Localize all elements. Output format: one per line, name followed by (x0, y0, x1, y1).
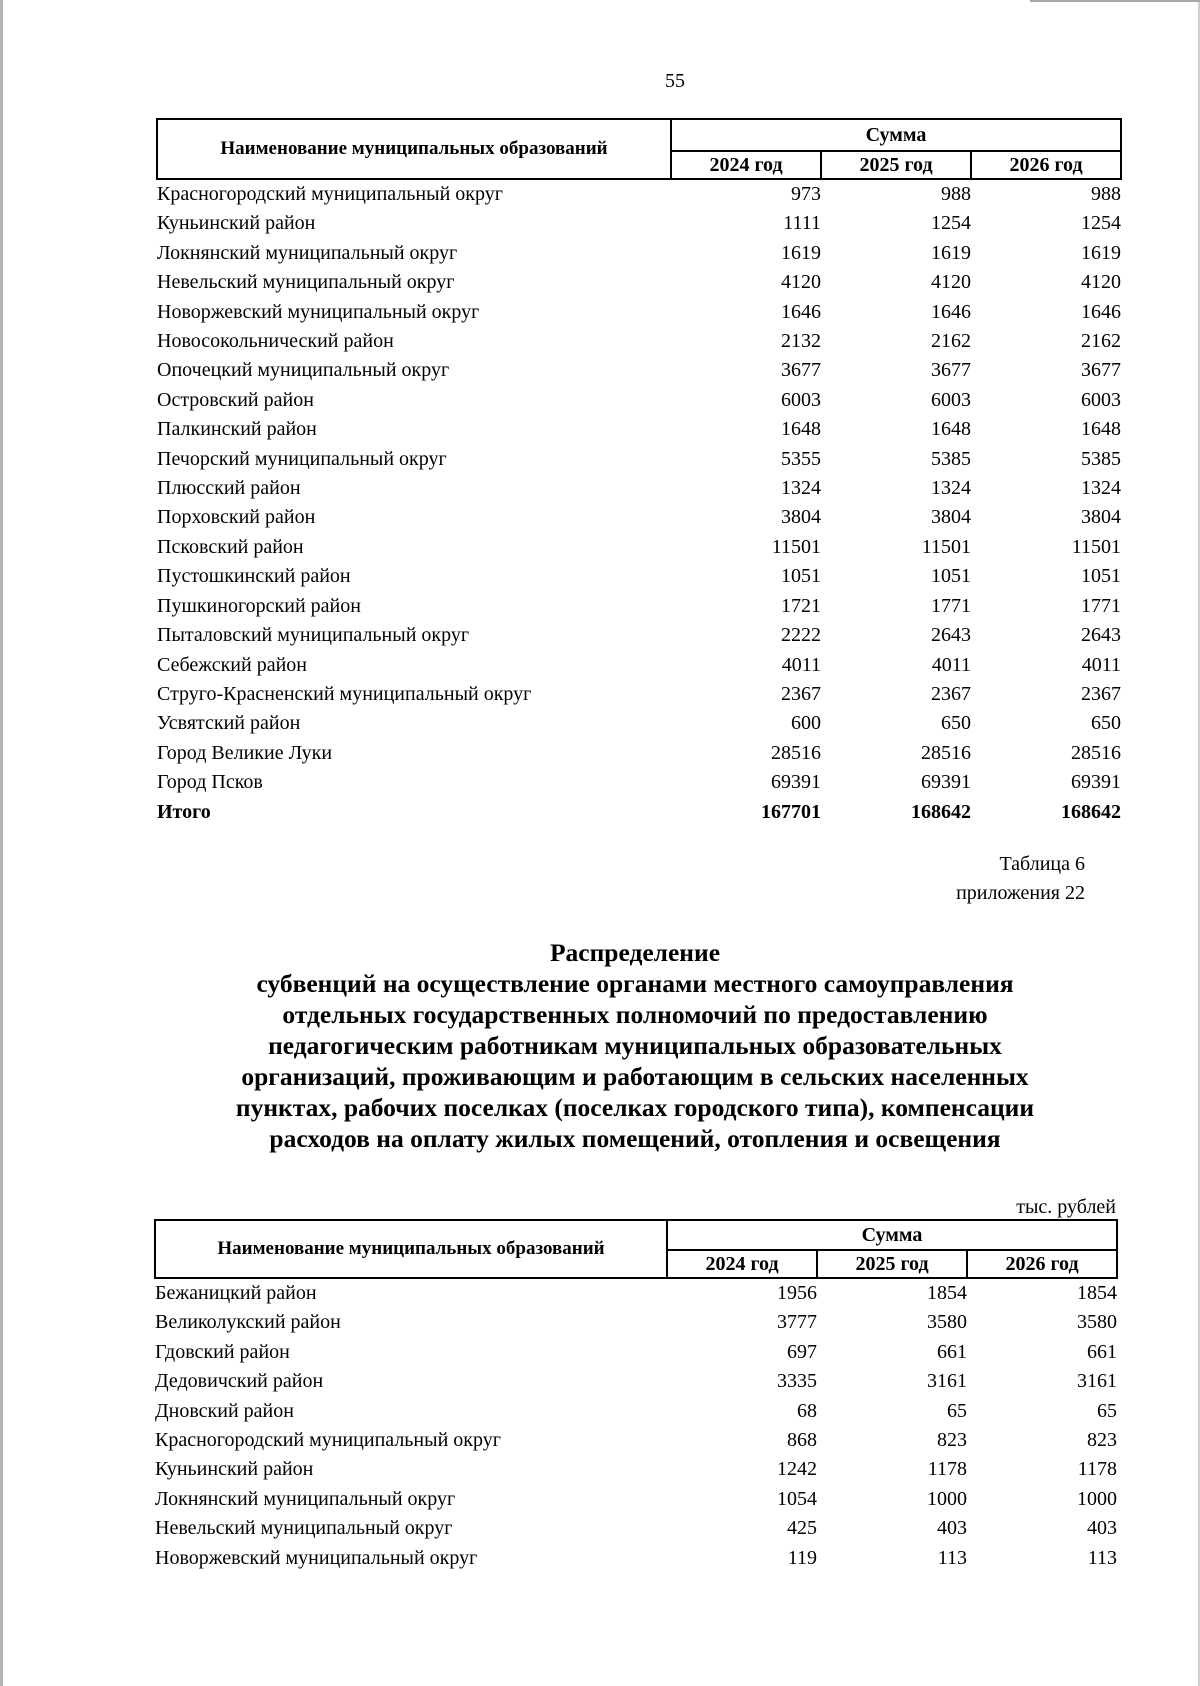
table-row (157, 474, 1121, 503)
amount-2025: 2367 (931, 682, 971, 705)
municipality-name: Плюсский район (157, 477, 301, 500)
name-column-header: Наименование муниципальных образований (155, 1220, 667, 1278)
table-row (157, 356, 1121, 385)
municipality-name: Куньинский район (157, 212, 316, 235)
document-title (150, 937, 1120, 1154)
amount-2024: 1646 (781, 300, 821, 323)
amount-2026: 28516 (1071, 741, 1122, 764)
municipality-name: Дедовичский район (155, 1370, 324, 1393)
municipality-name: Себежский район (157, 653, 307, 676)
table-row (155, 1308, 1117, 1337)
table-row (157, 562, 1121, 591)
municipality-name: Великолукский район (155, 1311, 341, 1334)
bottom-table-body (155, 1278, 1117, 1573)
municipality-name: Локнянский муниципальный округ (157, 241, 458, 264)
amount-2026: 65 (1097, 1399, 1118, 1422)
amount-2026: 4120 (1081, 271, 1122, 294)
amount-2024: 600 (791, 712, 821, 735)
amount-2024: 1619 (781, 241, 821, 264)
amount-2024: 1051 (781, 565, 821, 588)
amount-2024: 3777 (777, 1311, 817, 1334)
table-row (157, 651, 1121, 680)
municipality-name: Город Великие Луки (157, 741, 333, 764)
amount-2025: 6003 (931, 388, 971, 411)
amount-2025: 1051 (931, 565, 971, 588)
table-row (157, 503, 1121, 532)
title-line: отдельных государственных полномочий по предоставлению (282, 1000, 988, 1029)
municipality-name: Псковский район (157, 535, 304, 558)
amount-2025: 4011 (931, 653, 971, 676)
year-header-2025: 2025 год (821, 151, 971, 179)
amount-2024: 5355 (781, 447, 821, 470)
table-row (157, 298, 1121, 327)
amount-2026: 403 (1087, 1517, 1118, 1540)
municipality-name: Локнянский муниципальный округ (155, 1487, 456, 1510)
amount-2026: 823 (1087, 1429, 1118, 1452)
amount-2024: 69391 (771, 771, 821, 794)
table-row (155, 1514, 1117, 1543)
amount-2026: 1178 (1077, 1458, 1118, 1481)
amount-2024: 2367 (781, 682, 821, 705)
amount-2026: 2367 (1081, 682, 1122, 705)
amount-2025: 4120 (931, 271, 971, 294)
table-row (157, 239, 1121, 268)
amount-2025: 1178 (927, 1458, 967, 1481)
page-number: 55 (665, 70, 685, 92)
municipality-name: Палкинский район (157, 418, 317, 441)
amount-2025: 1000 (927, 1487, 967, 1510)
municipality-name: Порховский район (157, 506, 316, 529)
amount-2024: 119 (787, 1546, 817, 1569)
amount-2025: 11501 (921, 535, 971, 558)
amount-2025: 3161 (927, 1370, 967, 1393)
municipality-name: Новосокольнический район (157, 330, 394, 353)
municipality-name: Печорский муниципальный округ (157, 447, 447, 470)
amount-2026: 3804 (1081, 506, 1122, 529)
table-row (155, 1485, 1117, 1514)
amount-2025: 988 (941, 183, 971, 205)
municipality-name: Бежаницкий район (155, 1282, 317, 1304)
amount-2025: 1771 (931, 594, 971, 617)
table-row (157, 621, 1121, 650)
municipality-name: Город Псков (157, 771, 263, 794)
amount-2025: 5385 (931, 447, 971, 470)
amount-2026: 3161 (1077, 1370, 1118, 1393)
amount-2025: 65 (947, 1399, 967, 1422)
total-amount-2024: 167701 (761, 800, 821, 823)
amount-2026: 5385 (1081, 447, 1122, 470)
amount-2026: 1619 (1081, 241, 1122, 264)
top-table (156, 118, 1122, 827)
amount-2024: 697 (787, 1340, 817, 1363)
amount-2024: 68 (797, 1399, 817, 1422)
scan-edge-left (0, 0, 3, 1686)
amount-2025: 69391 (921, 771, 971, 794)
amount-2025: 28516 (921, 741, 971, 764)
year-header-2024: 2024 год (671, 151, 821, 179)
table-row (157, 386, 1121, 415)
municipality-name: Усвятский район (157, 712, 301, 735)
municipality-name: Гдовский район (155, 1340, 290, 1363)
amount-2026: 661 (1087, 1340, 1118, 1363)
municipality-name: Невельский муниципальный округ (157, 271, 455, 294)
table-row (157, 179, 1121, 209)
table-row (157, 415, 1121, 444)
amount-2025: 823 (937, 1429, 967, 1452)
total-label: Итого (157, 800, 211, 823)
municipality-name: Пыталовский муниципальный округ (157, 624, 470, 647)
municipality-name: Опочецкий муниципальный округ (157, 359, 450, 382)
table-row (155, 1455, 1117, 1484)
scan-edge-top (1030, 0, 1200, 2)
table-row (155, 1426, 1117, 1455)
amount-2026: 3580 (1077, 1311, 1118, 1334)
amount-2026: 6003 (1081, 388, 1122, 411)
amount-2024: 1721 (781, 594, 821, 617)
amount-2024: 1648 (781, 418, 821, 441)
amount-2025: 2643 (931, 624, 971, 647)
year-header-2024: 2024 год (667, 1250, 817, 1278)
amount-2026: 1254 (1081, 212, 1122, 235)
year-header-2025: 2025 год (817, 1250, 967, 1278)
table-row (157, 768, 1121, 797)
table-row (155, 1278, 1117, 1308)
amount-2026: 113 (1087, 1546, 1118, 1569)
table-row (155, 1367, 1117, 1396)
amount-2024: 1111 (783, 212, 821, 235)
amount-2026: 1771 (1081, 594, 1122, 617)
sum-header: Сумма (667, 1220, 1117, 1250)
amount-2026: 1324 (1081, 477, 1122, 500)
total-amount-2026: 168642 (1061, 800, 1122, 823)
amount-2026: 1000 (1077, 1487, 1118, 1510)
table-row (157, 327, 1121, 356)
amount-2025: 1324 (931, 477, 971, 500)
amount-2025: 1254 (931, 212, 971, 235)
amount-2026: 2162 (1081, 330, 1122, 353)
amount-2025: 1619 (931, 241, 971, 264)
amount-2025: 3580 (927, 1311, 967, 1334)
table-row (155, 1544, 1117, 1573)
amount-2024: 4120 (781, 271, 821, 294)
table-row (157, 209, 1121, 238)
amount-2026: 988 (1091, 183, 1122, 205)
name-column-header: Наименование муниципальных образований (157, 119, 671, 179)
bottom-table (154, 1219, 1118, 1573)
amount-2026: 650 (1091, 712, 1122, 735)
municipality-name: Островский район (157, 388, 314, 411)
amount-2025: 650 (941, 712, 971, 735)
municipality-name: Невельский муниципальный округ (155, 1517, 453, 1540)
amount-2024: 1054 (777, 1487, 817, 1510)
title-line: организаций, проживающим и работающим в сельских населенных (241, 1062, 1029, 1091)
amount-2024: 868 (787, 1429, 817, 1452)
amount-2025: 1854 (927, 1282, 967, 1304)
amount-2024: 1956 (777, 1282, 817, 1304)
amount-2024: 2222 (781, 624, 821, 647)
municipality-name: Дновский район (155, 1399, 294, 1422)
year-header-2026: 2026 год (971, 151, 1121, 179)
municipality-name: Новоржевский муниципальный округ (155, 1546, 478, 1569)
table-row (155, 1397, 1117, 1426)
total-amount-2025: 168642 (911, 800, 971, 823)
year-header-2026: 2026 год (967, 1250, 1117, 1278)
amount-2026: 1051 (1081, 565, 1122, 588)
amount-2024: 2132 (781, 330, 821, 353)
amount-2026: 1648 (1081, 418, 1122, 441)
amount-2025: 1648 (931, 418, 971, 441)
municipality-name: Куньинский район (155, 1458, 314, 1481)
amount-2024: 4011 (781, 653, 821, 676)
amount-2024: 1324 (781, 477, 821, 500)
municipality-name: Пустошкинский район (157, 565, 351, 588)
top-table-body (157, 179, 1121, 827)
title-line: пунктах, рабочих поселках (поселках городского типа), компенсации (235, 1093, 1035, 1122)
municipality-name: Пушкиногорский район (157, 594, 361, 617)
municipality-name: Красногородский муниципальный округ (157, 183, 503, 205)
table-row (157, 739, 1121, 768)
title-line: педагогическим работникам муниципальных образовательных (268, 1031, 1002, 1060)
amount-2026: 3677 (1081, 359, 1122, 382)
amount-2024: 1242 (777, 1458, 817, 1481)
table-row (157, 592, 1121, 621)
title-line: Распределение (549, 938, 721, 967)
amount-2026: 11501 (1071, 535, 1122, 558)
amount-2025: 113 (937, 1546, 967, 1569)
amount-2024: 6003 (781, 388, 821, 411)
table-row (157, 680, 1121, 709)
amount-2026: 1646 (1081, 300, 1122, 323)
table-caption-appendix: приложения 22 (956, 882, 1085, 904)
municipality-name: Струго-Красненский муниципальный округ (157, 682, 532, 705)
amount-2024: 28516 (771, 741, 821, 764)
amount-2026: 69391 (1071, 771, 1122, 794)
amount-2025: 403 (937, 1517, 967, 1540)
amount-2026: 2643 (1081, 624, 1122, 647)
amount-2026: 4011 (1081, 653, 1122, 676)
units-label: тыс. рублей (1016, 1196, 1116, 1218)
table-row (157, 268, 1121, 297)
amount-2025: 661 (937, 1340, 967, 1363)
amount-2024: 3335 (777, 1370, 817, 1393)
table-row (157, 533, 1121, 562)
table-row (155, 1338, 1117, 1367)
amount-2025: 3804 (931, 506, 971, 529)
total-row (157, 798, 1121, 827)
amount-2025: 3677 (931, 359, 971, 382)
table-row (157, 709, 1121, 738)
amount-2024: 3677 (781, 359, 821, 382)
table-row (157, 445, 1121, 474)
amount-2025: 1646 (931, 300, 971, 323)
amount-2024: 3804 (781, 506, 821, 529)
amount-2025: 2162 (931, 330, 971, 353)
amount-2024: 973 (791, 183, 821, 205)
amount-2024: 425 (787, 1517, 817, 1540)
title-line: расходов на оплату жилых помещений, отопления и освещения (269, 1124, 1001, 1153)
table-caption (956, 850, 1085, 908)
table-caption-number: Таблица 6 (999, 853, 1085, 875)
municipality-name: Новоржевский муниципальный округ (157, 300, 480, 323)
municipality-name: Красногородский муниципальный округ (155, 1429, 501, 1452)
amount-2026: 1854 (1077, 1282, 1118, 1304)
sum-header: Сумма (671, 119, 1121, 151)
amount-2024: 11501 (771, 535, 821, 558)
title-line: субвенций на осуществление органами местного самоуправления (256, 969, 1014, 998)
